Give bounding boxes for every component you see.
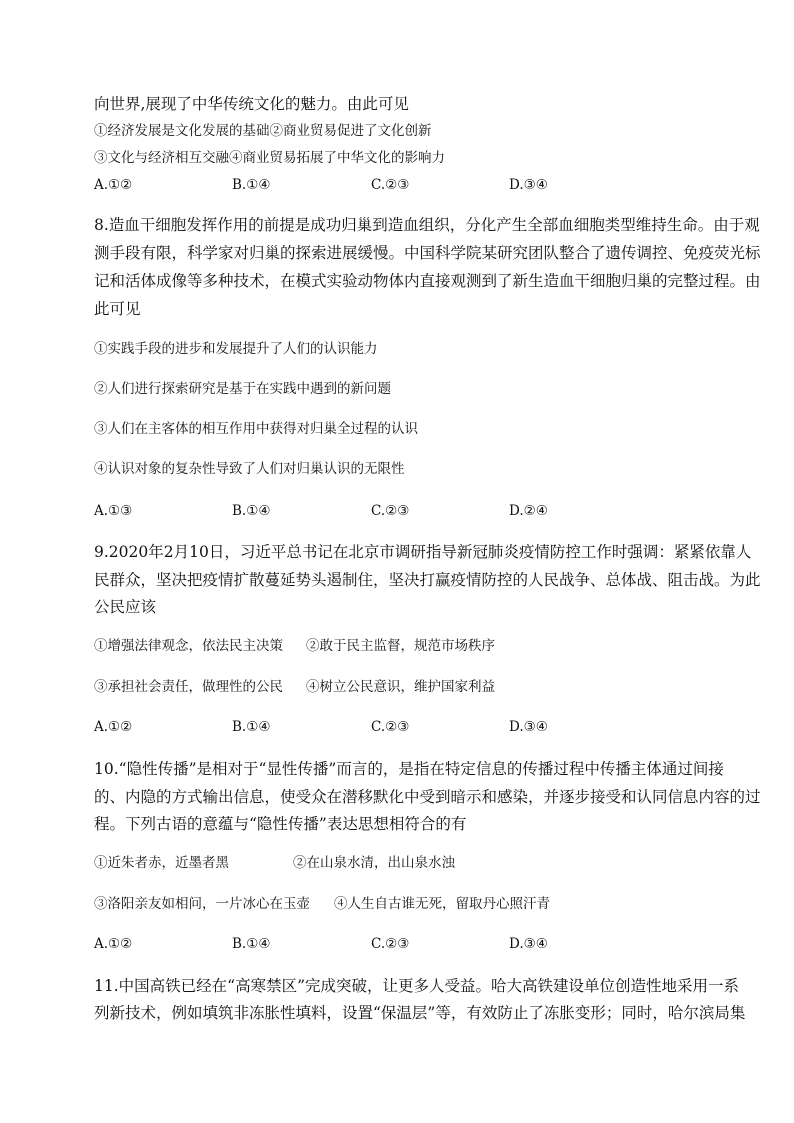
q7-stem-tail: 向世界,展现了中华传统文化的魅力。由此可见 xyxy=(94,95,409,113)
q7-choice-a: A.①② xyxy=(94,177,133,193)
q8-option-3: ③人们在主客体的相互作用中获得对归巢全过程的认识 xyxy=(94,421,418,437)
q10-stem-line-2: 的、内隐的方式输出信息，使受众在潜移默化中受到暗示和感染，并逐步接受和认同信息内容的过 xyxy=(94,788,761,806)
q9-stem-line-2: 民群众，坚决把疫情扩散蔓延势头遏制住，坚决打赢疫情防控的人民战争、总体战、阻击战。为此 xyxy=(94,571,761,589)
q10-choice-c: C.②③ xyxy=(371,936,410,952)
q9-stem-line-3: 公民应该 xyxy=(94,598,157,616)
q8-choice-a: A.①③ xyxy=(94,503,133,519)
q10-option-4: ④人生自古谁无死，留取丹心照汗青 xyxy=(334,896,550,912)
q7-choices xyxy=(94,175,706,195)
q9-choice-d: D.③④ xyxy=(509,719,548,735)
q8-option-1: ①实践手段的进步和发展提升了人们的认识能力 xyxy=(94,341,378,357)
q10-stem-line-1: 10.“隐性传播”是相对于“显性传播”而言的，是指在特定信息的传播过程中传播主体通过间接 xyxy=(94,760,724,778)
q9-choices xyxy=(94,717,706,737)
q9-choice-b: B.①④ xyxy=(232,719,271,735)
q10-choices xyxy=(94,934,706,954)
q8-choice-d: D.②④ xyxy=(509,503,548,519)
q11-stem-line-2: 列新技术，例如填筑非冻胀性填料，设置“保温层”等，有效防止了冻胀变形；同时，哈尔滨局集 xyxy=(94,1004,746,1022)
q10-option-2: ②在山泉水清，出山泉水浊 xyxy=(293,855,455,871)
q9-options-row-2 xyxy=(94,677,706,697)
q10-choice-b: B.①④ xyxy=(232,936,271,952)
q9-option-2: ②敢于民主监督，规范市场秩序 xyxy=(306,638,495,654)
q8-option-4: ④认识对象的复杂性导致了人们对归巢认识的无限性 xyxy=(94,461,405,477)
q10-options-row-2 xyxy=(94,894,706,914)
q8-option-2: ②人们进行探索研究是基于在实践中遇到的新问题 xyxy=(94,381,391,397)
q10-choice-d: D.③④ xyxy=(509,936,548,952)
q9-stem-line-1: 9.2020年2月10日，习近平总书记在北京市调研指导新冠肺炎疫情防控工作时强调：紧紧依靠人 xyxy=(94,543,752,561)
q7-choice-c: C.②③ xyxy=(371,177,410,193)
q9-option-3: ③承担社会责任，做理性的公民 xyxy=(94,679,283,695)
q9-option-4: ④树立公民意识，维护国家利益 xyxy=(306,679,495,695)
q8-choice-b: B.①④ xyxy=(232,503,271,519)
q8-stem-line-4: 此可见 xyxy=(94,300,141,318)
q10-options-row-1 xyxy=(94,853,706,873)
q8-stem-line-3: 记和活体成像等多种技术，在模式实验动物体内直接观测到了新生造血干细胞归巢的完整过程。由 xyxy=(94,272,761,290)
q9-choice-a: A.①② xyxy=(94,719,133,735)
q7-choice-d: D.③④ xyxy=(509,177,548,193)
q7-option-line-1: ①经济发展是文化发展的基础②商业贸易促进了文化创新 xyxy=(94,123,432,139)
q8-choices xyxy=(94,501,706,521)
q10-stem-line-3: 程。下列古语的意蕴与“隐性传播”表达思想相符合的有 xyxy=(94,815,467,833)
q10-option-3: ③洛阳亲友如相问，一片冰心在玉壶 xyxy=(94,896,310,912)
q9-choice-c: C.②③ xyxy=(371,719,410,735)
q8-choice-c: C.②③ xyxy=(371,503,410,519)
q7-choice-b: B.①④ xyxy=(232,177,271,193)
q8-stem-line-1: 8.造血干细胞发挥作用的前提是成功归巢到造血组织，分化产生全部血细胞类型维持生命。由于观 xyxy=(94,216,760,234)
q11-stem-line-1: 11.中国高铁已经在“高寒禁区”完成突破，让更多人受益。哈大高铁建设单位创造性地采用一系 xyxy=(94,977,740,995)
q9-options-row-1 xyxy=(94,636,706,656)
q8-stem-line-2: 测手段有限，科学家对归巢的探索进展缓慢。中国科学院某研究团队整合了遗传调控、免疫荧光标 xyxy=(94,244,761,262)
q10-option-1: ①近朱者赤，近墨者黑 xyxy=(94,855,229,871)
q7-option-line-2: ③文化与经济相互交融④商业贸易拓展了中华文化的影响力 xyxy=(94,150,445,166)
q10-choice-a: A.①② xyxy=(94,936,133,952)
q9-option-1: ①增强法律观念，依法民主决策 xyxy=(94,638,283,654)
